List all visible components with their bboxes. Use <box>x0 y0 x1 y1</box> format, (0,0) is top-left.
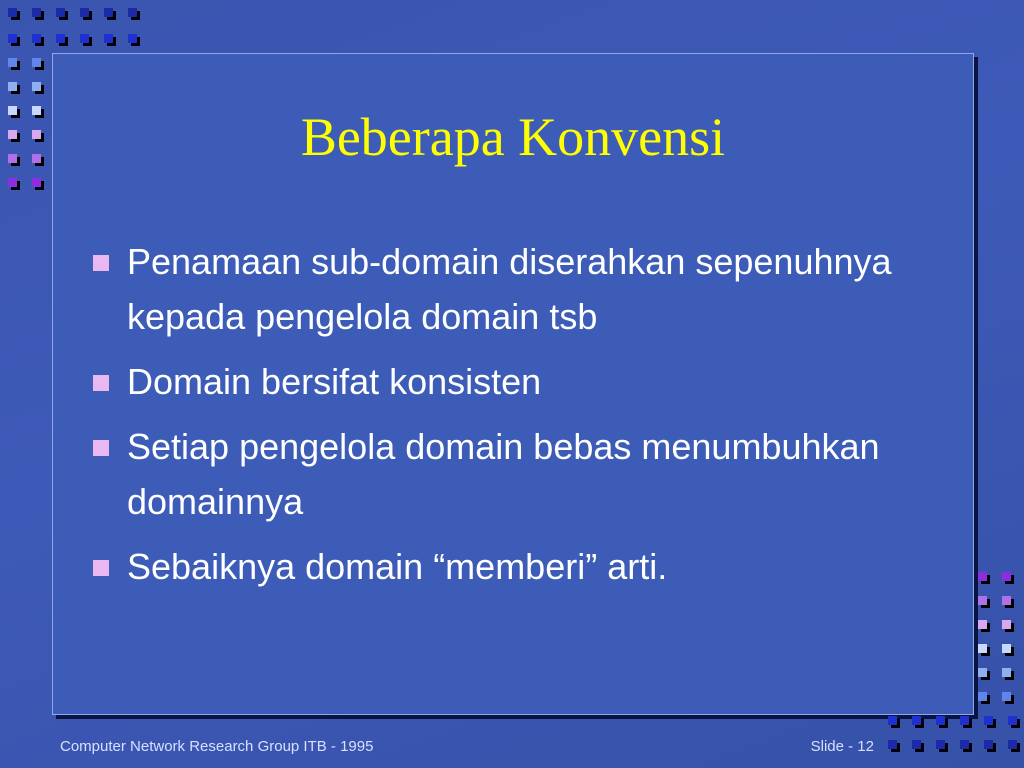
square-bullet-icon <box>93 255 109 271</box>
square-bullet-icon <box>93 560 109 576</box>
square-bullet-icon <box>93 375 109 391</box>
bullet-item <box>91 354 951 409</box>
footer-organization: Computer Network Research Group ITB - 1995 <box>60 738 374 755</box>
bullet-text: Setiap pengelola domain bebas menumbuhkan domainnya <box>127 426 880 522</box>
bullet-item <box>91 539 951 594</box>
bullet-text: Sebaiknya domain “memberi” arti. <box>127 546 668 587</box>
bullet-text: Domain bersifat konsisten <box>127 361 542 402</box>
content-panel <box>52 53 974 715</box>
bullet-text: Penamaan sub-domain diserahkan sepenuhnya kepada pengelola domain tsb <box>127 241 892 337</box>
footer-slide-number: Slide - 12 <box>810 738 874 755</box>
square-bullet-icon <box>93 440 109 456</box>
bullet-item <box>91 234 951 344</box>
bullet-list <box>91 234 951 604</box>
bullet-item <box>91 419 951 529</box>
slide-title: Beberapa Konvensi <box>300 107 726 167</box>
